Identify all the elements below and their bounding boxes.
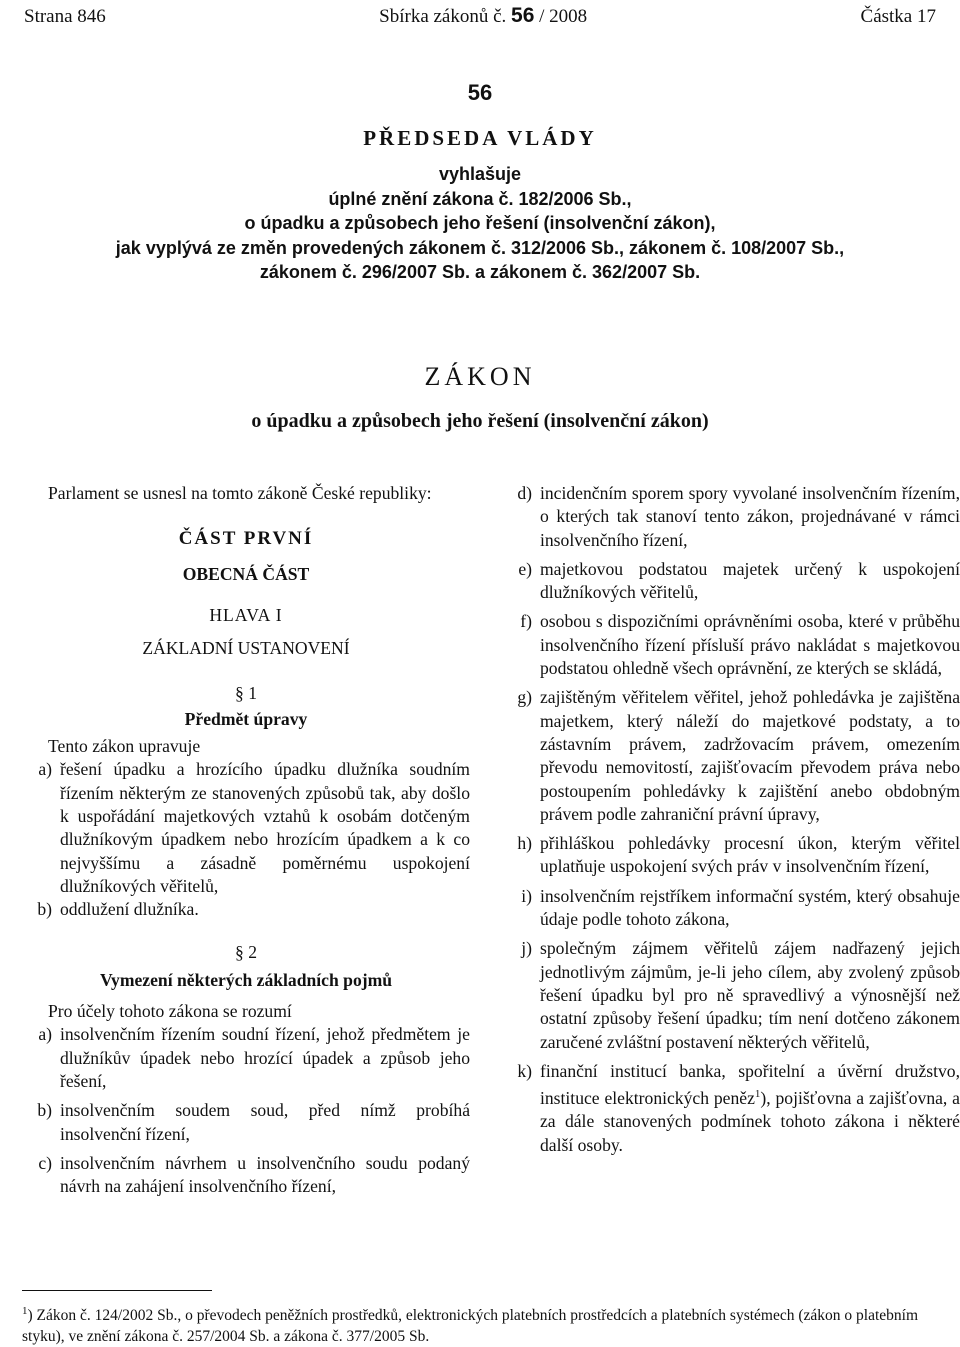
- list-item: [22, 898, 470, 921]
- item-label: d): [517, 483, 532, 503]
- item-label: h): [517, 833, 532, 854]
- collection-year: / 2008: [539, 6, 588, 27]
- section-2-title: Vymezení některých základních pojmů: [99, 969, 393, 990]
- law-title: ZÁKON: [424, 362, 536, 391]
- preamble: Parlament se usnesl na tomto zákoně České republiky:: [48, 483, 432, 503]
- part-heading: ČÁST PRVNÍ: [178, 528, 314, 550]
- item-label: e): [518, 558, 532, 579]
- item-label: b): [37, 1100, 52, 1121]
- list-item: [502, 686, 960, 826]
- item-text: [540, 1060, 960, 1157]
- chapter-title: ZÁKLADNÍ USTANOVENÍ: [142, 638, 350, 659]
- item-text-part: finanční institucí banka, spořitelní a úvěrní družstvo, instituce elektronických peněz: [540, 1060, 960, 1108]
- item-text: přihláškou pohledávky procesní úkon, kterým věřitel uplatňuje uspokojení svých práv v insolvenčním řízení,: [540, 833, 960, 877]
- item-label: b): [37, 899, 52, 920]
- right-column: [502, 482, 960, 1157]
- item-text: osobou s dispozičními oprávněními osoba, které v průběhu insolvenčního řízení přísluší právo nakládat s majetkovou podstatou ohledně všech oprávnění, ze kterých se skládá,: [540, 611, 960, 679]
- law-number: 56: [467, 80, 493, 105]
- promulgation-text: [0, 162, 960, 285]
- list-item: [502, 482, 960, 552]
- item-label: c): [38, 1152, 52, 1173]
- law-subtitle: o úpadku a způsobech jeho řešení (insolvenční zákon): [251, 410, 709, 432]
- collection-number: 56: [511, 4, 535, 27]
- footnote-divider: [22, 1290, 212, 1291]
- item-text: řešení úpadku a hrozícího úpadku dlužníka soudním řízením některým ze stanovených způsobů tak, aby došlo k uspořádání majetkových vztahů k osobám dotčeným dlužníkovým úpadkem nebo hrozícím úpadkem a k co nejvyššímu a zásadně poměrnému uspokojení dlužníkových věřitelů,: [60, 759, 470, 896]
- item-text: incidenčním sporem spory vyvolané insolvenčním řízením, o kterých tak stanoví tento zákon, projednávané v rámci insolvenčního řízení,: [540, 483, 960, 550]
- left-column: [22, 482, 470, 1198]
- item-label: i): [521, 885, 532, 906]
- list-item: [502, 832, 960, 879]
- promulgation-line: vyhlašuje: [438, 164, 522, 184]
- footnote-mark: 1: [22, 1305, 28, 1317]
- item-text: insolvenčním řízením soudní řízení, jehož předmětem je dlužníkův úpadek nebo hrozící úpadek a způsob jeho řešení,: [60, 1024, 470, 1091]
- section-2-number: § 2: [235, 942, 257, 963]
- list-item: [502, 1060, 960, 1157]
- list-item: [502, 610, 960, 680]
- item-label: g): [517, 687, 532, 708]
- footnote-text: ) Zákon č. 124/2002 Sb., o převodech peněžních prostředků, elektronických platebních prostředcích a platebních systémech (zákon o platebním styku), ve znění zákona č. 257/2004 Sb. a zákona č. 377/2005 Sb.: [22, 1307, 919, 1346]
- issue-number: Částka 17: [860, 6, 936, 27]
- page-number: Strana 846: [24, 6, 106, 27]
- promulgation-line: o úpadku a způsobech jeho řešení (insolvenční zákon),: [244, 213, 716, 233]
- item-text-part: ), pojišťovna a zajišťovna, a za dále stanovených podmínek tohoto zákona i některé další osoby.: [540, 1087, 960, 1155]
- collection-label: Sbírka zákonů č.: [379, 6, 507, 27]
- section-1-intro: Tento zákon upravuje: [48, 736, 201, 757]
- footnote-reference[interactable]: 1: [754, 1088, 761, 1101]
- item-label: k): [517, 1060, 532, 1081]
- collection-reference: [379, 4, 587, 28]
- promulgation-line: zákonem č. 296/2007 Sb. a zákonem č. 362/2007 Sb.: [259, 262, 701, 282]
- item-label: f): [520, 611, 532, 632]
- item-text: společným zájmem věřitelů zájem nadřazený jejich jednotlivým zájmům, je-li jeho cílem, aby zvolený způsob řešení úpadku byl pro ně spravedlivý a výnosnější než ostatní způsoby řešení úpadku; tím není dotčeno zákonem zaručené zvláštní postavení některých věřitelů,: [540, 938, 960, 1052]
- promulgation-line: úplné znění zákona č. 182/2006 Sb.,: [328, 188, 632, 209]
- item-text: zajištěným věřitelem věřitel, jehož pohledávka je zajištěna majetkem, který náleží do majetkové podstaty, a to zástavním právem, zadržovacím právem, omezením převodu nemovitostí, zajišťovacím převodem práva nebo postoupením pohledávky k zajištění anebo obdobným právem podle zahraniční právní úpravy,: [540, 687, 960, 824]
- list-item: [22, 1152, 470, 1199]
- item-label: a): [38, 1024, 52, 1045]
- list-item: [22, 1023, 470, 1093]
- authority: PŘEDSEDA VLÁDY: [363, 126, 597, 150]
- section-2-intro: Pro účely tohoto zákona se rozumí: [48, 1001, 292, 1022]
- item-text: majetkovou podstatou majetek určený k uspokojení dlužníkových věřitelů,: [540, 558, 960, 603]
- item-text: insolvenčním návrhem u insolvenčního soudu podaný návrh na zahájení insolvenčního řízení,: [60, 1152, 470, 1197]
- list-item: [502, 558, 960, 605]
- item-text: insolvenčním soudem soud, před nímž probíhá insolvenční řízení,: [60, 1100, 470, 1144]
- section-1-number: § 1: [235, 683, 257, 704]
- list-item: [22, 758, 470, 898]
- footnote: [22, 1301, 942, 1347]
- item-label: j): [521, 938, 532, 959]
- item-text: oddlužení dlužníka.: [60, 899, 199, 920]
- list-item: [502, 937, 960, 1053]
- page-header: [24, 4, 936, 28]
- item-text: insolvenčním rejstříkem informační systém, který obsahuje údaje podle tohoto zákona,: [540, 885, 960, 930]
- list-item: [502, 885, 960, 932]
- list-item: [22, 1099, 470, 1146]
- chapter-heading: HLAVA I: [209, 604, 283, 625]
- item-label: a): [38, 759, 52, 780]
- promulgation-line: jak vyplývá ze změn provedených zákonem č. 312/2006 Sb., zákonem č. 108/2007 Sb.,: [115, 237, 845, 258]
- section-1-title: Předmět úpravy: [184, 708, 308, 729]
- part-title: OBECNÁ ČÁST: [182, 563, 310, 584]
